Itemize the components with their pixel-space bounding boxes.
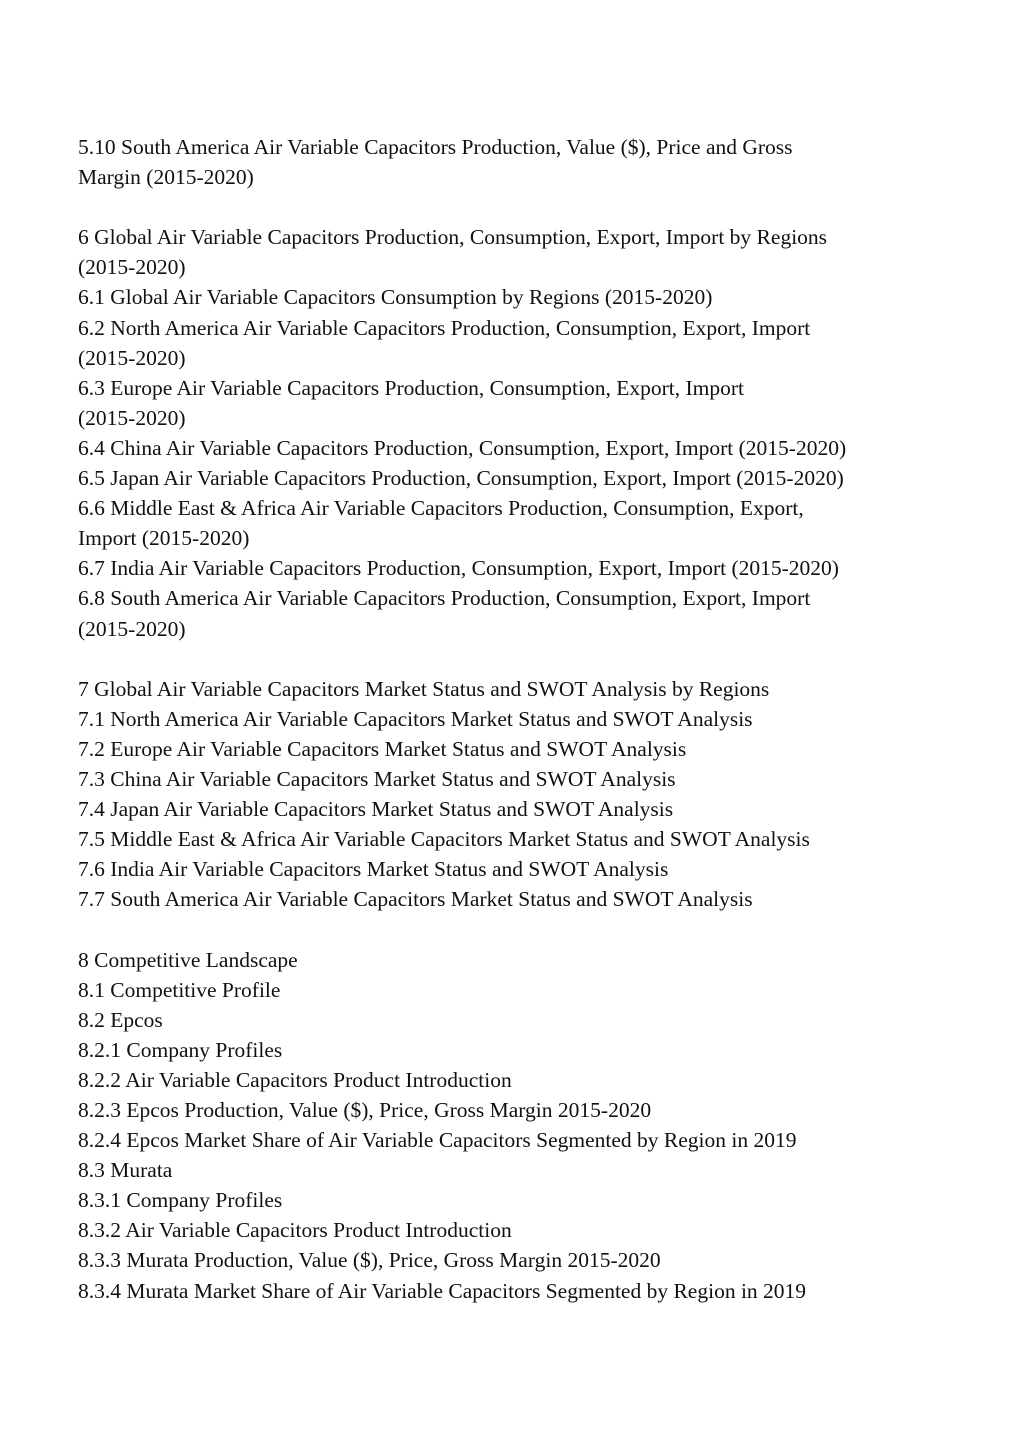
toc-section-5-continued xyxy=(78,132,958,192)
toc-line: 7.6 India Air Variable Capacitors Market Status and SWOT Analysis xyxy=(78,857,669,882)
document-page xyxy=(78,132,958,1306)
toc-line: 5.10 South America Air Variable Capacitors Production, Value ($), Price and Gross xyxy=(78,135,793,159)
toc-line: 6.8 South America Air Variable Capacitors Production, Consumption, Export, Import xyxy=(78,586,811,611)
toc-line: 8.2.4 Epcos Market Share of Air Variable Capacitors Segmented by Region in 2019 xyxy=(78,1128,797,1153)
toc-line: 7.4 Japan Air Variable Capacitors Market Status and SWOT Analysis xyxy=(78,797,674,822)
toc-section-6 xyxy=(78,222,958,643)
toc-line: 7 Global Air Variable Capacitors Market Status and SWOT Analysis by Regions xyxy=(78,676,770,701)
toc-line: 8.3.3 Murata Production, Value ($), Price, Gross Margin 2015-2020 xyxy=(78,1248,661,1273)
toc-line: 7.2 Europe Air Variable Capacitors Market Status and SWOT Analysis xyxy=(78,736,687,761)
toc-line: 6.1 Global Air Variable Capacitors Consumption by Regions (2015-2020) xyxy=(78,285,713,310)
toc-line: 8.3.2 Air Variable Capacitors Product Introduction xyxy=(78,1218,512,1243)
toc-line: (2015-2020) xyxy=(78,255,186,280)
toc-line: 8.2.3 Epcos Production, Value ($), Price, Gross Margin 2015-2020 xyxy=(78,1098,652,1122)
toc-line: 8.1 Competitive Profile xyxy=(78,977,281,1002)
toc-line: 6 Global Air Variable Capacitors Production, Consumption, Export, Import by Regions xyxy=(78,225,828,250)
toc-line: (2015-2020) xyxy=(78,405,186,430)
toc-line: 8.2.1 Company Profiles xyxy=(78,1037,283,1062)
toc-line: 8.2 Epcos xyxy=(78,1007,163,1032)
toc-line: 6.5 Japan Air Variable Capacitors Production, Consumption, Export, Import (2015-2020) xyxy=(78,466,844,491)
toc-line: Import (2015-2020) xyxy=(78,526,250,551)
toc-line: 8 Competitive Landscape xyxy=(78,947,298,972)
toc-line: Margin (2015-2020) xyxy=(78,165,254,190)
toc-section-7 xyxy=(78,674,958,915)
toc-line: 6.3 Europe Air Variable Capacitors Production, Consumption, Export, Import xyxy=(78,375,745,400)
toc-line: 7.7 South America Air Variable Capacitors Market Status and SWOT Analysis xyxy=(78,887,753,912)
toc-line: 6.7 India Air Variable Capacitors Production, Consumption, Export, Import (2015-2020) xyxy=(78,556,839,581)
toc-line: 7.3 China Air Variable Capacitors Market Status and SWOT Analysis xyxy=(78,766,676,791)
toc-line: 8.3.4 Murata Market Share of Air Variable Capacitors Segmented by Region in 2019 xyxy=(78,1278,807,1303)
toc-line: 6.6 Middle East & Africa Air Variable Capacitors Production, Consumption, Export, xyxy=(78,496,804,521)
toc-line: 8.2.2 Air Variable Capacitors Product Introduction xyxy=(78,1067,512,1092)
toc-line: (2015-2020) xyxy=(78,345,186,370)
toc-line: 7.5 Middle East & Africa Air Variable Capacitors Market Status and SWOT Analysis xyxy=(78,827,810,852)
toc-line: 6.4 China Air Variable Capacitors Production, Consumption, Export, Import (2015-2020) xyxy=(78,435,847,460)
toc-line: 7.1 North America Air Variable Capacitors Market Status and SWOT Analysis xyxy=(78,706,753,731)
toc-line: (2015-2020) xyxy=(78,616,186,641)
toc-line: 6.2 North America Air Variable Capacitors Production, Consumption, Export, Import xyxy=(78,315,811,340)
toc-section-8 xyxy=(78,945,958,1306)
toc-line: 8.3.1 Company Profiles xyxy=(78,1188,283,1213)
toc-line: 8.3 Murata xyxy=(78,1158,173,1183)
